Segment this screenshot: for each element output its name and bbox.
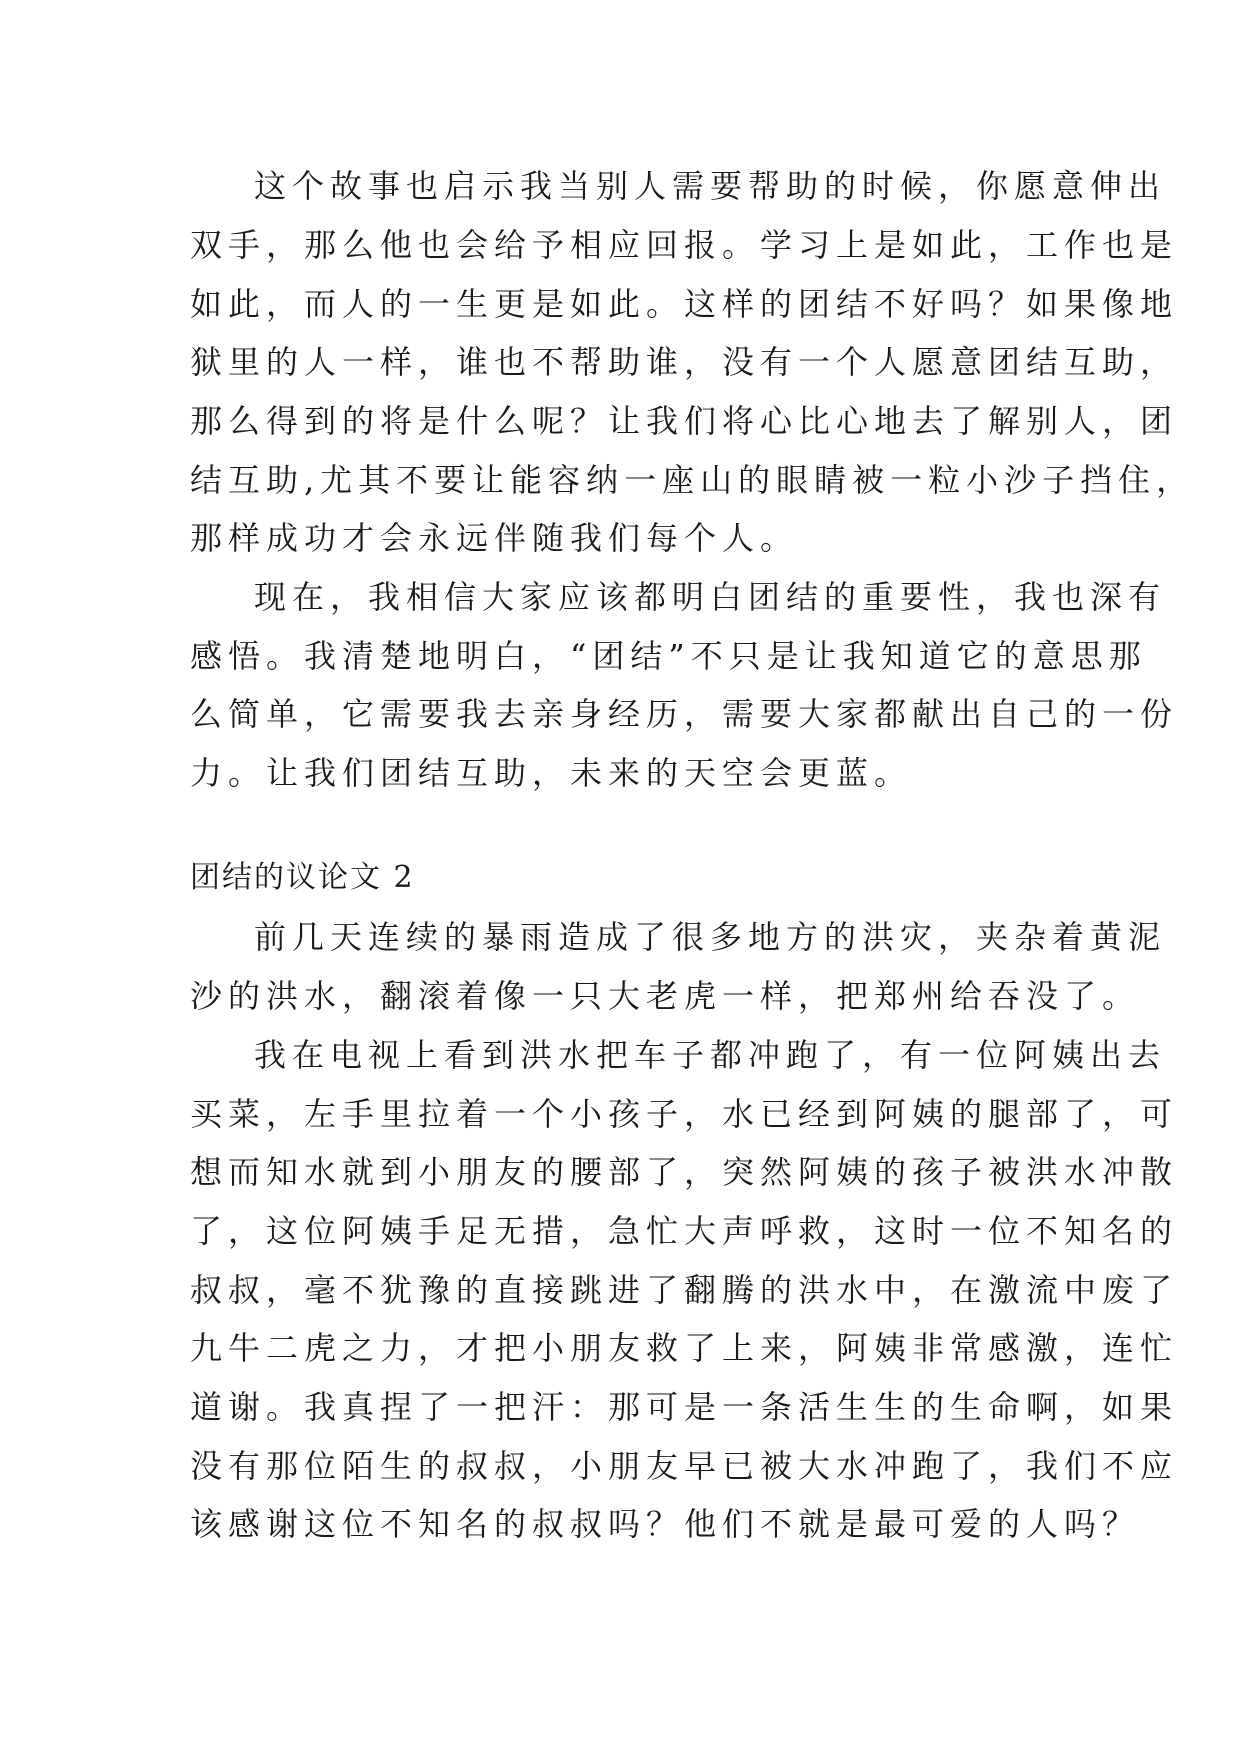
section-title: 团结的议论文 2 [190,860,415,895]
paragraph-line: 我在电视上看到洪水把车子都冲跑了，有一位阿姨出去 [254,1036,1167,1074]
paragraph-line: 狱里的人一样，谁也不帮助谁，没有一个人愿意团结互助， [190,343,1179,381]
paragraph-line: 感悟。我清楚地明白，“团结”不只是让我知道它的意思那 [190,637,1147,675]
paragraph-line: 么简单，它需要我去亲身经历，需要大家都献出自己的一份 [190,695,1179,733]
paragraph-line: 力。让我们团结互助，未来的天空会更蓝。 [190,754,913,792]
paragraph-line: 了，这位阿姨手足无措，急忙大声呼救，这时一位不知名的 [190,1212,1179,1250]
paragraph-line: 买菜，左手里拉着一个小孩子，水已经到阿姨的腿部了，可 [190,1095,1179,1133]
paragraph-line: 现在，我相信大家应该都明白团结的重要性，我也深有 [254,578,1167,616]
paragraph-line: 前几天连续的暴雨造成了很多地方的洪灾，夹杂着黄泥 [254,918,1167,956]
paragraph-line: 如此，而人的一生更是如此。这样的团结不好吗？如果像地 [190,285,1179,323]
paragraph-line: 双手，那么他也会给予相应回报。学习上是如此，工作也是 [190,226,1179,264]
paragraph-line: 没有那位陌生的叔叔，小朋友早已被大水冲跑了，我们不应 [190,1447,1179,1485]
paragraph-line: 叔叔，毫不犹豫的直接跳进了翻腾的洪水中，在激流中废了 [190,1271,1179,1309]
paragraph-line: 结互助,尤其不要让能容纳一座山的眼睛被一粒小沙子挡住， [190,461,1195,499]
paragraph-line: 九牛二虎之力，才把小朋友救了上来，阿姨非常感激，连忙 [190,1329,1179,1367]
paragraph-line: 该感谢这位不知名的叔叔吗？他们不就是最可爱的人吗？ [190,1505,1141,1543]
paragraph-line: 想而知水就到小朋友的腰部了，突然阿姨的孩子被洪水冲散 [190,1153,1179,1191]
paragraph-line: 道谢。我真捏了一把汗：那可是一条活生生的生命啊，如果 [190,1388,1179,1426]
paragraph-line: 这个故事也启示我当别人需要帮助的时候，你愿意伸出 [254,167,1167,205]
paragraph-line: 那么得到的将是什么呢？让我们将心比心地去了解别人，团 [190,402,1179,440]
paragraph-line: 那样成功才会永远伴随我们每个人。 [190,519,799,557]
paragraph-line: 沙的洪水，翻滚着像一只大老虎一样，把郑州给吞没了。 [190,977,1141,1015]
